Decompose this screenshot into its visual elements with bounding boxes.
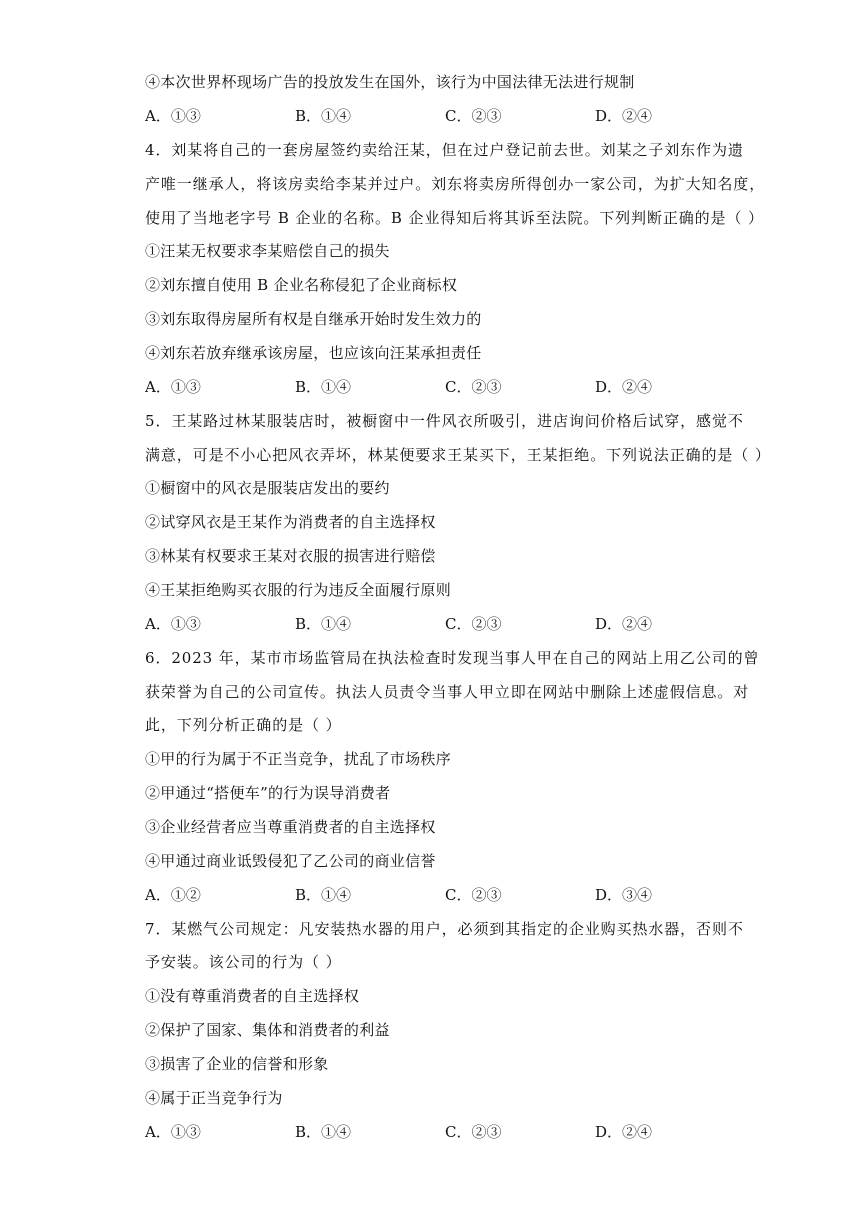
q3-statement-4: ④本次世界杯现场广告的投放发生在国外，该行为中国法律无法进行规制 (145, 73, 635, 91)
q6-option-c: C．②③ (445, 886, 502, 904)
q5-stem-line-1: 5．王某路过林某服装店时，被橱窗中一件风衣所吸引，进店询问价格后试穿，感觉不 (145, 412, 744, 430)
q7-option-a: A．①③ (145, 1123, 201, 1141)
q6-statement-1: ①甲的行为属于不正当竞争，扰乱了市场秩序 (145, 750, 452, 768)
q7-statement-2: ②保护了国家、集体和消费者的利益 (145, 1021, 390, 1039)
q7-stem-line-2: 予安装。该公司的行为（ ） (145, 953, 342, 971)
q3-option-a: A．①③ (145, 107, 201, 125)
q4-stem-line-3: 使用了当地老字号 B 企业的名称。B 企业得知后将其诉至法院。下列判断正确的是（ ） (145, 209, 764, 227)
q6-statement-4: ④甲通过商业诋毁侵犯了乙公司的商业信誉 (145, 852, 436, 870)
q5-options (145, 614, 720, 634)
q5-statement-3: ③林某有权要求王某对衣服的损害进行赔偿 (145, 547, 436, 565)
q4-stem-line-1: 4．刘某将自己的一套房屋签约卖给汪某，但在过户登记前去世。刘某之子刘东作为遗 (145, 141, 744, 159)
q4-options (145, 377, 720, 397)
q6-option-a: A．①② (145, 886, 201, 904)
q7-option-c: C．②③ (445, 1123, 502, 1141)
q7-statement-3: ③损害了企业的信誉和形象 (145, 1055, 329, 1073)
q4-option-c: C．②③ (445, 378, 502, 396)
q6-statement-2: ②甲通过“搭便车”的行为误导消费者 (145, 784, 391, 802)
q6-option-d: D．③④ (595, 886, 653, 904)
q4-option-b: B．①④ (295, 378, 352, 396)
q6-statement-3: ③企业经营者应当尊重消费者的自主选择权 (145, 818, 436, 836)
q4-statement-4: ④刘东若放弃继承该房屋，也应该向汪某承担责任 (145, 344, 482, 362)
q5-option-c: C．②③ (445, 615, 502, 633)
q5-statement-2: ②试穿风衣是王某作为消费者的自主选择权 (145, 513, 436, 531)
q7-option-d: D．②④ (595, 1123, 653, 1141)
q5-stem-line-2: 满意，可是不小心把风衣弄坏，林某便要求王某买下，王某拒绝。下列说法正确的是（ ） (145, 446, 771, 464)
q4-statement-1: ①汪某无权要求李某赔偿自己的损失 (145, 242, 390, 260)
q3-option-c: C．②③ (445, 107, 502, 125)
q7-statement-1: ①没有尊重消费者的自主选择权 (145, 987, 360, 1005)
q6-options (145, 885, 720, 905)
q6-stem-line-1: 6．2023 年，某市市场监管局在执法检查时发现当事人甲在自己的网站上用乙公司的曾 (145, 649, 760, 667)
q4-option-a: A．①③ (145, 378, 201, 396)
q4-option-d: D．②④ (595, 378, 653, 396)
q4-statement-2: ②刘东擅自使用 B 企业名称侵犯了企业商标权 (145, 276, 458, 294)
q3-option-b: B．①④ (295, 107, 352, 125)
q4-stem-line-2: 产唯一继承人，将该房卖给李某并过户。刘东将卖房所得创办一家公司，为扩大知名度， (145, 175, 766, 193)
q7-statement-4: ④属于正当竞争行为 (145, 1089, 283, 1107)
q7-option-b: B．①④ (295, 1123, 352, 1141)
q7-options (145, 1122, 720, 1142)
q6-option-b: B．①④ (295, 886, 352, 904)
q3-options (145, 106, 720, 126)
q5-option-a: A．①③ (145, 615, 201, 633)
q6-stem-line-3: 此，下列分析正确的是（ ） (145, 716, 342, 734)
q3-option-d: D．②④ (595, 107, 653, 125)
q5-statement-1: ①橱窗中的风衣是服装店发出的要约 (145, 479, 390, 497)
q5-option-b: B．①④ (295, 615, 352, 633)
q5-option-d: D．②④ (595, 615, 653, 633)
q6-stem-line-2: 获荣誉为自己的公司宣传。执法人员责令当事人甲立即在网站中删除上述虚假信息。对 (145, 683, 750, 701)
q4-statement-3: ③刘东取得房屋所有权是自继承开始时发生效力的 (145, 310, 482, 328)
q7-stem-line-1: 7．某燃气公司规定：凡安装热水器的用户，必须到其指定的企业购买热水器，否则不 (145, 920, 744, 938)
q5-statement-4: ④王某拒绝购买衣服的行为违反全面履行原则 (145, 581, 452, 599)
